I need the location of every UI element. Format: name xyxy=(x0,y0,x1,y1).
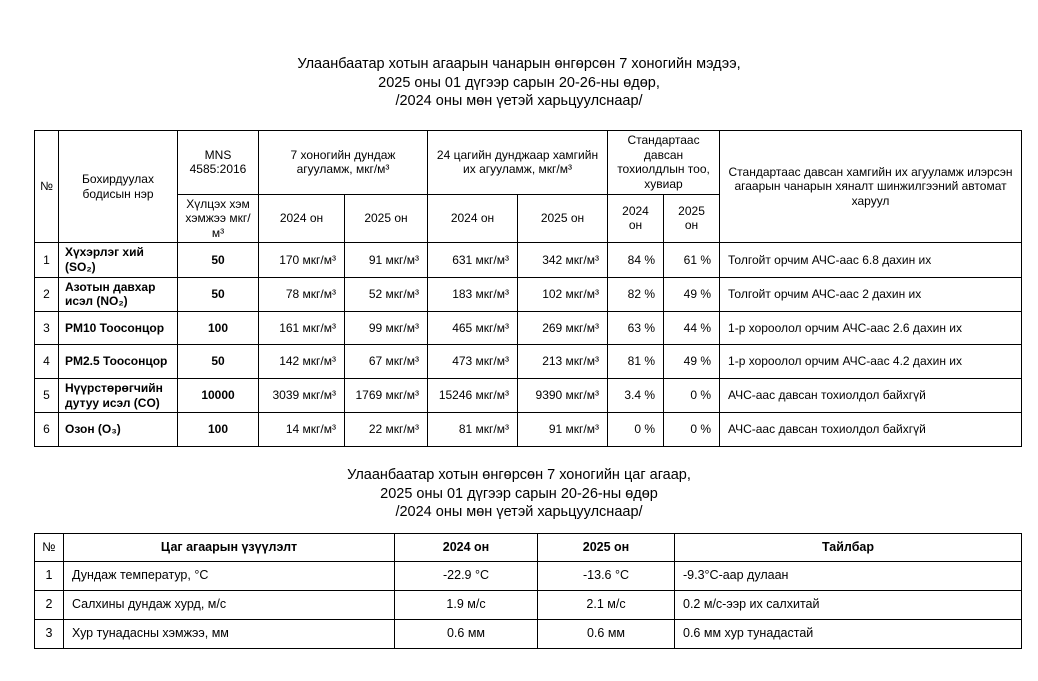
col-header-no: № xyxy=(35,131,59,243)
cell-daily-2024: 15246 мкг/м³ xyxy=(428,378,518,412)
col-header-exceed-2024: 2024 он xyxy=(608,194,664,243)
cell-daily-2025: 342 мкг/м³ xyxy=(518,243,608,277)
cell-note: -9.3°С-аар дулаан xyxy=(675,562,1022,591)
cell-weekly-2025: 1769 мкг/м³ xyxy=(345,378,428,412)
title-line-2: 2025 оны 01 дүгээр сарын 20-26-ны өдөр xyxy=(380,485,658,502)
col-header-2025: 2025 он xyxy=(538,534,675,562)
col-header-weekly-2024: 2024 он xyxy=(259,194,345,243)
col-header-exceed-count: Стандартаас давсан тохиолдлын тоо, хувиар xyxy=(608,131,720,195)
cell-pollutant-name: Нүүрстөрөгчийн дутуу исэл (CO) xyxy=(59,378,178,412)
cell-exceed-2024: 81 % xyxy=(608,345,664,379)
cell-weekly-2025: 22 мкг/м³ xyxy=(345,413,428,447)
cell-exceed-2024: 63 % xyxy=(608,311,664,345)
cell-no: 1 xyxy=(35,562,64,591)
cell-daily-2024: 183 мкг/м³ xyxy=(428,277,518,311)
cell-value-2025: 2.1 м/с xyxy=(538,591,675,620)
cell-daily-2024: 81 мкг/м³ xyxy=(428,413,518,447)
cell-indicator: Салхины дундаж хурд, м/с xyxy=(64,591,395,620)
cell-daily-2025: 269 мкг/м³ xyxy=(518,311,608,345)
air-table-row-5 xyxy=(35,378,1022,412)
col-header-daily-max: 24 цагийн дунджаар хамгийн их агууламж, мкг/м³ xyxy=(428,131,608,195)
col-header-weekly-avg: 7 хоногийн дундаж агууламж, мкг/м³ xyxy=(259,131,428,195)
cell-daily-2024: 631 мкг/м³ xyxy=(428,243,518,277)
weather-table-row-1 xyxy=(35,562,1022,591)
air-table-row-3 xyxy=(35,311,1022,345)
title-line-1: Улаанбаатар хотын өнгөрсөн 7 хоногийн цаг агаар, xyxy=(347,467,691,483)
air-table-row-2 xyxy=(35,277,1022,311)
cell-limit: 50 xyxy=(178,345,259,379)
cell-value-2024: 1.9 м/с xyxy=(395,591,538,620)
cell-station: 1-р хороолол орчим АЧС-аас 2.6 дахин их xyxy=(720,311,1022,345)
cell-no: 4 xyxy=(35,345,59,379)
air-quality-table xyxy=(34,130,1022,447)
cell-weekly-2024: 3039 мкг/м³ xyxy=(259,378,345,412)
air-table-row-1 xyxy=(35,243,1022,277)
cell-exceed-2024: 82 % xyxy=(608,277,664,311)
col-header-daily-2024: 2024 он xyxy=(428,194,518,243)
cell-value-2024: 0.6 мм xyxy=(395,620,538,649)
cell-station: АЧС-аас давсан тохиолдол байхгүй xyxy=(720,378,1022,412)
cell-exceed-2025: 61 % xyxy=(664,243,720,277)
cell-station: Толгойт орчим АЧС-аас 2 дахин их xyxy=(720,277,1022,311)
cell-station: 1-р хороолол орчим АЧС-аас 4.2 дахин их xyxy=(720,345,1022,379)
air-table-header-row-1 xyxy=(35,131,1022,195)
cell-pollutant-name: PM10 Тоосонцор xyxy=(59,311,178,345)
title-line-3: /2024 оны мөн үетэй харьцуулснаар/ xyxy=(395,93,643,109)
cell-limit: 100 xyxy=(178,311,259,345)
cell-daily-2024: 473 мкг/м³ xyxy=(428,345,518,379)
col-header-pollutant: Бохирдуулах бодисын нэр xyxy=(59,131,178,243)
cell-no: 2 xyxy=(35,591,64,620)
cell-weekly-2025: 91 мкг/м³ xyxy=(345,243,428,277)
weather-table-header-row xyxy=(35,534,1022,562)
cell-daily-2025: 213 мкг/м³ xyxy=(518,345,608,379)
cell-no: 3 xyxy=(35,620,64,649)
cell-indicator: Хур тунадасны хэмжээ, мм xyxy=(64,620,395,649)
cell-weekly-2024: 78 мкг/м³ xyxy=(259,277,345,311)
col-header-weekly-2025: 2025 он xyxy=(345,194,428,243)
cell-no: 1 xyxy=(35,243,59,277)
cell-limit: 100 xyxy=(178,413,259,447)
cell-no: 6 xyxy=(35,413,59,447)
cell-exceed-2025: 49 % xyxy=(664,345,720,379)
weather-table xyxy=(34,533,1022,649)
air-table-row-4 xyxy=(35,345,1022,379)
col-header-limit: Хүлцэх хэм хэмжээ мкг/м³ xyxy=(178,194,259,243)
title-line-1: Улаанбаатар хотын агаарын чанарын өнгөрсөн 7 хоногийн мэдээ, xyxy=(297,56,741,72)
cell-station: АЧС-аас давсан тохиолдол байхгүй xyxy=(720,413,1022,447)
cell-no: 2 xyxy=(35,277,59,311)
cell-weekly-2025: 67 мкг/м³ xyxy=(345,345,428,379)
cell-pollutant-name: Хүхэрлэг хий (SO₂) xyxy=(59,243,178,277)
cell-daily-2024: 465 мкг/м³ xyxy=(428,311,518,345)
col-header-note: Тайлбар xyxy=(675,534,1022,562)
weather-table-row-3 xyxy=(35,620,1022,649)
cell-weekly-2024: 170 мкг/м³ xyxy=(259,243,345,277)
cell-daily-2025: 102 мкг/м³ xyxy=(518,277,608,311)
cell-no: 3 xyxy=(35,311,59,345)
cell-exceed-2025: 44 % xyxy=(664,311,720,345)
cell-weekly-2024: 14 мкг/м³ xyxy=(259,413,345,447)
cell-limit: 50 xyxy=(178,277,259,311)
cell-weekly-2025: 99 мкг/м³ xyxy=(345,311,428,345)
cell-daily-2025: 9390 мкг/м³ xyxy=(518,378,608,412)
cell-station: Толгойт орчим АЧС-аас 6.8 дахин их xyxy=(720,243,1022,277)
air-quality-report-title xyxy=(0,55,1038,111)
cell-daily-2025: 91 мкг/м³ xyxy=(518,413,608,447)
air-table-row-6 xyxy=(35,413,1022,447)
cell-limit: 10000 xyxy=(178,378,259,412)
weather-table-row-2 xyxy=(35,591,1022,620)
cell-weekly-2025: 52 мкг/м³ xyxy=(345,277,428,311)
cell-pollutant-name: Озон (O₃) xyxy=(59,413,178,447)
col-header-no: № xyxy=(35,534,64,562)
cell-no: 5 xyxy=(35,378,59,412)
col-header-daily-2025: 2025 он xyxy=(518,194,608,243)
cell-limit: 50 xyxy=(178,243,259,277)
cell-value-2025: 0.6 мм xyxy=(538,620,675,649)
cell-exceed-2025: 49 % xyxy=(664,277,720,311)
cell-note: 0.6 мм хур тунадастай xyxy=(675,620,1022,649)
cell-exceed-2024: 3.4 % xyxy=(608,378,664,412)
cell-exceed-2025: 0 % xyxy=(664,413,720,447)
cell-value-2024: -22.9 °С xyxy=(395,562,538,591)
cell-weekly-2024: 161 мкг/м³ xyxy=(259,311,345,345)
weather-report-title xyxy=(0,466,1038,522)
cell-weekly-2024: 142 мкг/м³ xyxy=(259,345,345,379)
cell-note: 0.2 м/с-ээр их салхитай xyxy=(675,591,1022,620)
col-header-mns: MNS 4585:2016 xyxy=(178,131,259,195)
cell-value-2025: -13.6 °С xyxy=(538,562,675,591)
title-line-3: /2024 оны мөн үетэй харьцуулснаар/ xyxy=(395,504,643,520)
col-header-station: Стандартаас давсан хамгийн их агууламж илэрсэн агаарын чанарын хяналт шинжилгээний автомат харуул xyxy=(720,131,1022,243)
col-header-exceed-2025: 2025 он xyxy=(664,194,720,243)
col-header-indicator: Цаг агаарын үзүүлэлт xyxy=(64,534,395,562)
cell-pollutant-name: Азотын давхар исэл (NO₂) xyxy=(59,277,178,311)
cell-exceed-2025: 0 % xyxy=(664,378,720,412)
cell-indicator: Дундаж температур, °С xyxy=(64,562,395,591)
cell-exceed-2024: 0 % xyxy=(608,413,664,447)
col-header-2024: 2024 он xyxy=(395,534,538,562)
cell-pollutant-name: PM2.5 Тоосонцор xyxy=(59,345,178,379)
cell-exceed-2024: 84 % xyxy=(608,243,664,277)
title-line-2: 2025 оны 01 дүгээр сарын 20-26-ны өдөр, xyxy=(378,74,660,91)
